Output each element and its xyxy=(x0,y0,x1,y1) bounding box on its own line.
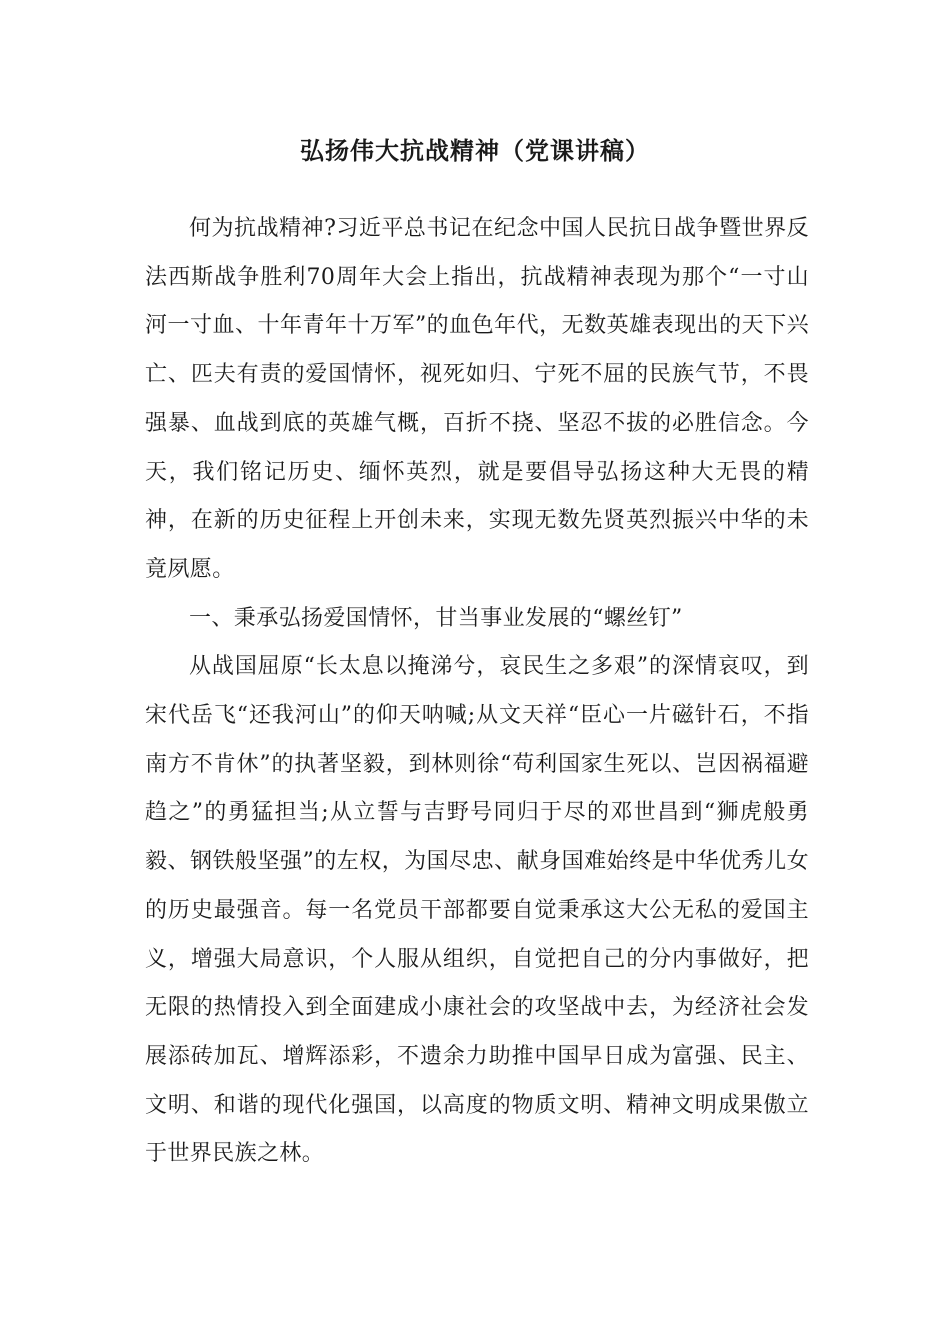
section-paragraph: 从战国屈原“长太息以掩涕兮，哀民生之多艰”的深情哀叹，到宋代岳飞“还我河山”的仰天呐喊;从文天祥“臣心一片磁针石，不指南方不肯休”的执著坚毅，到林则徐“苟利国家生死以、岂因祸福避趋之”的勇猛担当;从立誓与吉野号同归于尽的邓世昌到“狮虎般勇毅、钢铁般坚强”的左权，为国尽忠、献身国难始终是中华优秀儿女的历史最强音。每一名党员干部都要自觉秉承这大公无私的爱国主义，增强大局意识，个人服从组织，自觉把自己的分内事做好，把无限的热情投入到全面建成小康社会的攻坚战中去，为经济社会发展添砖加瓦、增辉添彩，不遗余力助推中国早日成为富强、民主、文明、和谐的现代化强国，以高度的物质文明、精神文明成果傲立于世界民族之林。 xyxy=(145,654,809,1167)
section-heading: 一、秉承弘扬爱国情怀，甘当事业发展的“螺丝钉” xyxy=(189,605,683,631)
intro-paragraph: 何为抗战精神?习近平总书记在纪念中国人民抗日战争暨世界反法西斯战争胜利70周年大会上指出，抗战精神表现为那个“一寸山河一寸血、十年青年十万军”的血色年代，无数英雄表现出的天下兴亡、匹夫有责的爱国情怀，视死如归、宁死不屈的民族气节，不畏强暴、血战到底的英雄气概，百折不挠、坚忍不拔的必胜信念。今天，我们铭记历史、缅怀英烈，就是要倡导弘扬这种大无畏的精神，在新的历史征程上开创未来，实现无数先贤英烈振兴中华的未竟夙愿。 xyxy=(145,216,809,582)
document-title: 弘扬伟大抗战精神（党课讲稿） xyxy=(300,136,650,165)
document-body xyxy=(145,205,809,1179)
